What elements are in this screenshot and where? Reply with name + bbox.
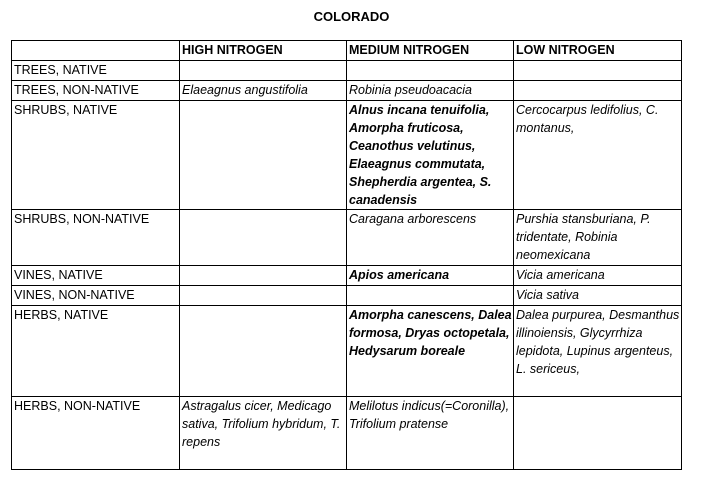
table-row (12, 81, 682, 101)
medium-nitrogen-cell: Alnus incana tenuifolia, Amorpha fruticosa, Ceanothus velutinus, Elaeagnus commutata, Shepherdia argentea, S. canadensis (347, 101, 514, 210)
nitrogen-table (11, 40, 682, 470)
header-medium-nitrogen: MEDIUM NITROGEN (347, 41, 514, 61)
row-label: SHRUBS, NON-NATIVE (12, 210, 180, 266)
row-label: TREES, NON-NATIVE (12, 81, 180, 101)
table-row (12, 210, 682, 266)
low-nitrogen-cell: Dalea purpurea, Desmanthus illinoiensis, Glycyrrhiza lepidota, Lupinus argenteus, L. sericeus, (514, 306, 682, 397)
table-row (12, 101, 682, 210)
high-nitrogen-cell (180, 210, 347, 266)
table-row (12, 61, 682, 81)
medium-nitrogen-cell: Amorpha canescens, Dalea formosa, Dryas octopetala, Hedysarum boreale (347, 306, 514, 397)
header-high-nitrogen: HIGH NITROGEN (180, 41, 347, 61)
high-nitrogen-cell: Elaeagnus angustifolia (180, 81, 347, 101)
row-label: VINES, NATIVE (12, 266, 180, 286)
table-row (12, 306, 682, 397)
medium-nitrogen-cell: Melilotus indicus(=Coronilla), Trifolium pratense (347, 397, 514, 470)
table-row (12, 286, 682, 306)
table-row (12, 266, 682, 286)
high-nitrogen-cell (180, 101, 347, 210)
low-nitrogen-cell (514, 397, 682, 470)
high-nitrogen-cell (180, 266, 347, 286)
high-nitrogen-cell (180, 286, 347, 306)
low-nitrogen-cell: Purshia stansburiana, P. tridentate, Robinia neomexicana (514, 210, 682, 266)
page-title: COLORADO (313, 9, 390, 24)
low-nitrogen-cell (514, 81, 682, 101)
medium-nitrogen-cell: Apios americana (347, 266, 514, 286)
row-label: SHRUBS, NATIVE (12, 101, 180, 210)
header-low-nitrogen: LOW NITROGEN (514, 41, 682, 61)
table-row (12, 397, 682, 470)
row-label: HERBS, NATIVE (12, 306, 180, 397)
medium-nitrogen-cell: Caragana arborescens (347, 210, 514, 266)
high-nitrogen-cell (180, 61, 347, 81)
low-nitrogen-cell (514, 61, 682, 81)
high-nitrogen-cell (180, 306, 347, 397)
row-label: TREES, NATIVE (12, 61, 180, 81)
low-nitrogen-cell: Vicia sativa (514, 286, 682, 306)
header-category (12, 41, 180, 61)
row-label: VINES, NON-NATIVE (12, 286, 180, 306)
low-nitrogen-cell: Cercocarpus ledifolius, C. montanus, (514, 101, 682, 210)
low-nitrogen-cell: Vicia americana (514, 266, 682, 286)
medium-nitrogen-cell: Robinia pseudoacacia (347, 81, 514, 101)
medium-nitrogen-cell (347, 61, 514, 81)
header-row (12, 41, 682, 61)
medium-nitrogen-cell (347, 286, 514, 306)
high-nitrogen-cell: Astragalus cicer, Medicago sativa, Trifolium hybridum, T. repens (180, 397, 347, 470)
row-label: HERBS, NON-NATIVE (12, 397, 180, 470)
